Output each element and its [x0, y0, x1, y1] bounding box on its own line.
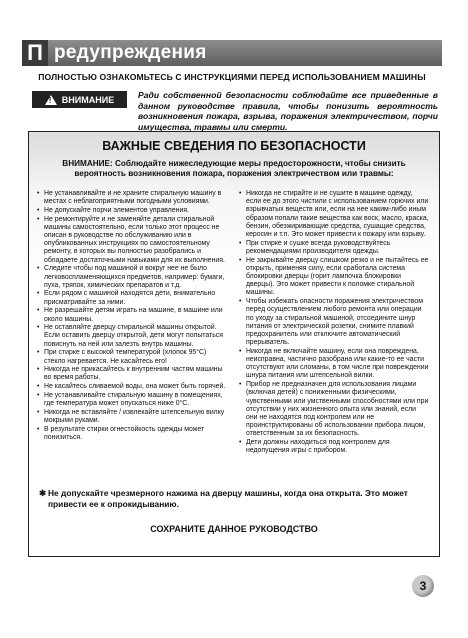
list-item: • Не касайтесь сливаемой воды, она может быть горячей.: [37, 383, 227, 391]
section-header: [22, 40, 442, 66]
safety-left-column: [37, 190, 227, 443]
asterisk-icon: ✱: [39, 488, 47, 498]
safety-right-column: [239, 190, 429, 456]
list-item: • Прибор не предназначен для использования лицами (включая детей) с пониженными физическими, чувственными или умственными способностями или при отсутствии у них жизненного опыта или знаний, если они не находятся под контролем или не проинструктированы об использовании прибора лицом, ответственным за их безопасность.: [239, 381, 429, 438]
warning-badge-label: ВНИМАНИЕ: [61, 94, 115, 105]
list-item: • Чтобы избежать опасности поражения электричеством перед осуществлением любого ремонта или операции по уходу за стиральной машиной, отсоедините шнур питания от электрической розетки, снимите плавкий предохранитель или отключите автоматический прерыватель.: [239, 298, 429, 347]
right-item-list: [239, 190, 429, 456]
note-text: Не допускайте чрезмерного нажима на дверцу машины, когда она открыта. Это может привести ее к опрокидыванию.: [48, 488, 408, 509]
header-title: редупреждения: [54, 42, 207, 63]
safety-title: ВАЖНЫЕ СВЕДЕНИЯ ПО БЕЗОПАСНОСТИ: [102, 139, 366, 153]
list-item: • Если рядом с машиной находятся дети, внимательно присматривайте за ними.: [37, 290, 227, 306]
list-item: • Никогда не прикасайтесь к внутренним частям машины во время работы.: [37, 366, 227, 382]
list-item: • Следите чтобы под машиной и вокруг нее не было легковоспламеняющихся предметов, например: бумаги, пуха, тряпок, химических препаратов и т.д.: [37, 265, 227, 290]
safety-subtitle: ВНИМАНИЕ: Соблюдайте нижеследующие меры предосторожности, чтобы снизить вероятность возникновения пожара, поражения электричеством или травмы:: [62, 159, 406, 178]
list-item: • Дети должны находиться под контролем для недопущения игры с прибором.: [239, 439, 429, 455]
door-pressure-note: [39, 488, 429, 509]
list-item: • Не закрывайте дверцу слишком резко и не пытайтесь ее открыть, применяя силу, если сработала система блокировки дверцы (горит лампочка блокировки дверцы). Это может привести к поломке стиральной машины.: [239, 257, 429, 298]
list-item: • Не устанавливайте и не храните стиральную машину в местах с неблагоприятными погодными условиями.: [37, 190, 227, 206]
list-item: • В результате стирки огнестойкость одежды может понизиться.: [37, 426, 227, 442]
save-manual-line: СОХРАНИТЕ ДАННОЕ РУКОВОДСТВО: [150, 524, 318, 534]
list-item: • Не ремонтируйте и не заменяйте детали стиральной машины самостоятельно, если только этот процесс не описан в руководстве по обслуживанию или в опубликованных инструкциях по самостоятельному ремонту, в которых вы полностью разобрались и обладаете достаточными навыками для их выполнения.: [37, 216, 227, 265]
list-item: • При стирке и сушке всегда руководствуйтесь рекомендациями производителя одежды.: [239, 240, 429, 256]
list-item: • Никогда не вставляйте / извлекайте штепсельную вилку мокрыми руками.: [37, 409, 227, 425]
list-item: • Не допускайте порчи элементов управления.: [37, 207, 227, 215]
list-item: • Не устанавливайте стиральную машину в помещениях, где температура может опускаться ниже 0°С.: [37, 392, 227, 408]
list-item: • Никогда не стирайте и не сушите в машине одежду, если ее до этого чистили с использованием горючих или взрывчатых веществ или, если на нее каким-либо иным образом попали такие вещества как воск, масло, краска, бензин, обезжиривающие средства, сушащие средства, керосин и т.п. Это может привести к пожару или взрыву.: [239, 190, 429, 239]
lead-instruction: ПОЛНОСТЬЮ ОЗНАКОМЬТЕСЬ С ИНСТРУКЦИЯМИ ПЕРЕД ИСПОЛЬЗОВАНИЕМ МАШИНЫ: [38, 72, 426, 82]
list-item: • Не разрешайте детям играть на машине, в машине или около машины.: [37, 307, 227, 323]
header-initial-letter: П: [22, 40, 48, 66]
left-item-list: [37, 190, 227, 442]
warning-badge: [32, 91, 127, 108]
list-item: • Не оставляйте дверцу стиральной машины открытой. Если оставить дверцу открытой, дети могут попытаться повиснуть на ней или залезть внутрь машины.: [37, 324, 227, 349]
list-item: • При стирке с высокой температурой (хлопок 95°С) стекло нагревается. Не касайтесь его!: [37, 349, 227, 365]
safety-info-box: [28, 131, 440, 557]
warning-text: Ради собственной безопасности соблюдайте все приведенные в данном руководстве правила, чтобы понизить вероятность возникновения пожара, взрыва, поражения электричеством, порчи имущества, травмы или смерти.: [138, 90, 438, 132]
page-number-badge: 3: [412, 575, 434, 597]
list-item: • Никогда не включайте машину, если она повреждена, неисправна, частично разобрана или какие-то ее части отсутствуют или сломаны, в том числе при повреждении шнура питания или штепсельной вилки.: [239, 348, 429, 381]
warning-triangle-icon: [45, 95, 57, 105]
